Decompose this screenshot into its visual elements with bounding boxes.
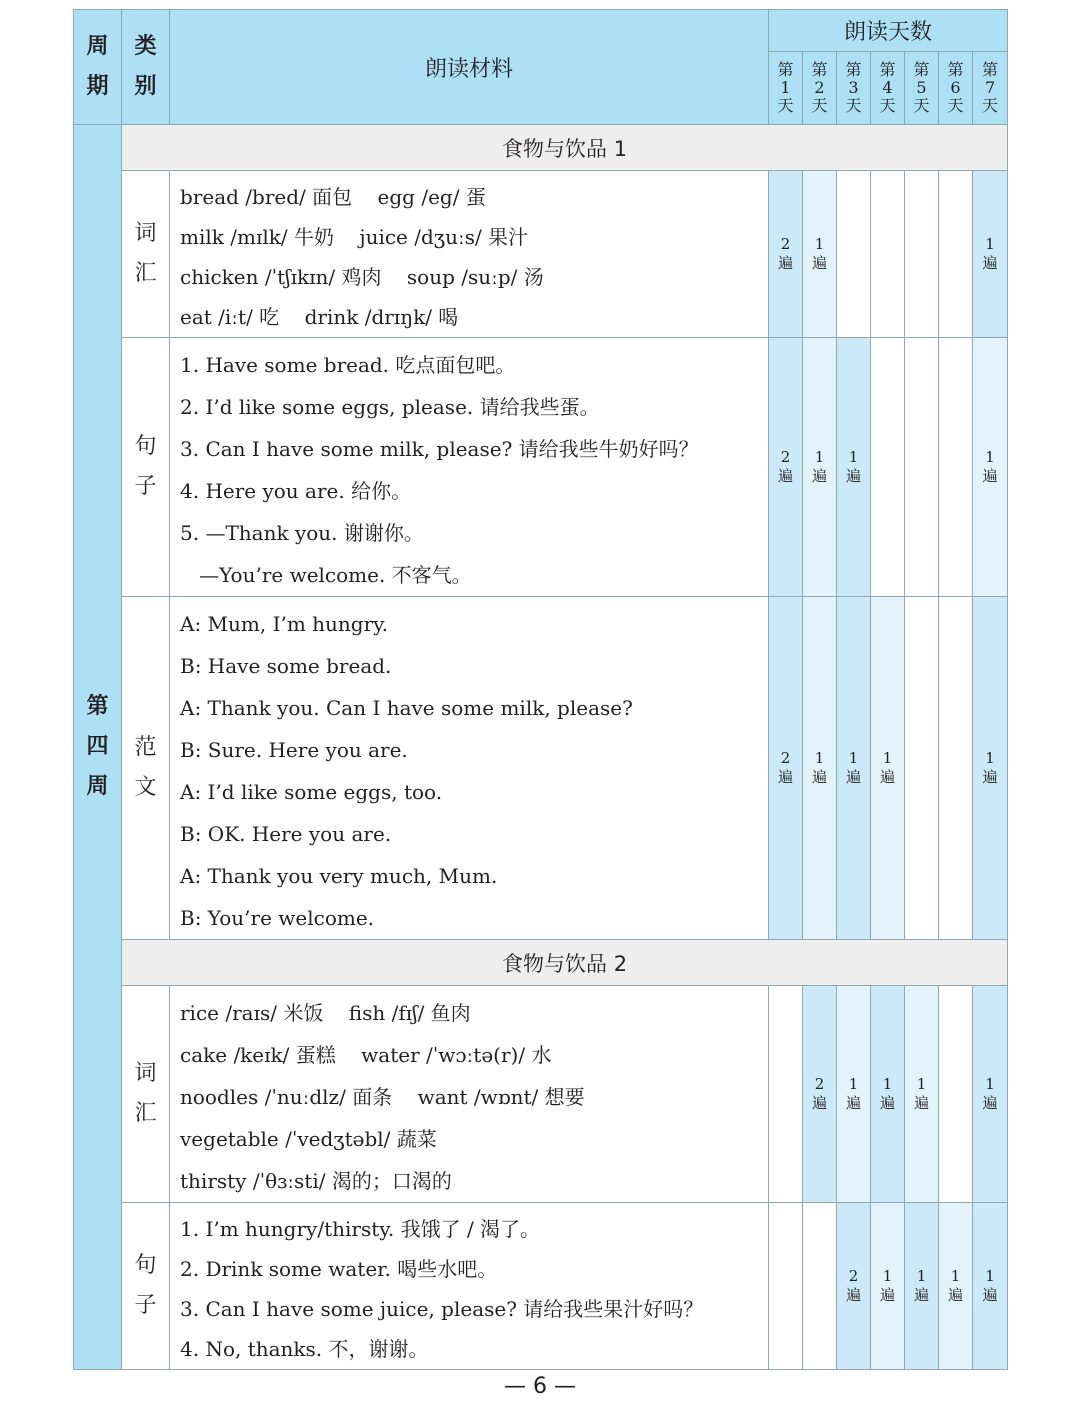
day-6-count: 1 遍 [939,1203,973,1370]
day-6-count [939,338,973,597]
page-number: — 6 — [504,1374,576,1399]
material-line: A: Mum, I’m hungry. [180,612,389,636]
day-1-count: 2 遍 [769,338,803,597]
day-2-count [803,1203,837,1370]
category-label: 词 汇 [122,986,170,1203]
category-label: 范 文 [122,597,170,940]
day-header-4: 第 4 天 [871,52,905,125]
day-6-count [939,171,973,338]
material-line: vegetable /ˈvedʒtəbl/ 蔬菜 [180,1127,437,1151]
topic-title: 食物与饮品 2 [122,940,1008,986]
day-7-count: 1 遍 [973,1203,1008,1370]
material-line: rice /raɪs/ 米饭 fish /fɪʃ/ 鱼肉 [180,1001,471,1025]
material-line: B: You’re welcome. [180,906,375,930]
day-header-7: 第 7 天 [973,52,1008,125]
topic-title: 食物与饮品 1 [122,125,1008,171]
material-line: B: OK. Here you are. [180,822,392,846]
material-line: A: Thank you. Can I have some milk, please? [180,696,633,720]
day-1-count [769,986,803,1203]
day-3-count: 2 遍 [837,1203,871,1370]
day-7-count: 1 遍 [973,986,1008,1203]
material-line: 2. Drink some water. 喝些水吧。 [180,1257,498,1281]
day-5-count [905,171,939,338]
material-line: milk /mɪlk/ 牛奶 juice /dʒuːs/ 果汁 [180,225,529,249]
material-header: 朗读材料 [170,10,769,125]
day-7-count: 1 遍 [973,171,1008,338]
day-2-count: 1 遍 [803,171,837,338]
reading-material [170,338,769,597]
category-header: 类 别 [122,10,170,125]
category-label: 句 子 [122,338,170,597]
material-line: 4. No, thanks. 不，谢谢。 [180,1337,429,1361]
material-line: chicken /ˈtʃɪkɪn/ 鸡肉 soup /suːp/ 汤 [180,265,544,289]
day-6-count [939,597,973,940]
material-line: 4. Here you are. 给你。 [180,479,412,503]
day-4-count: 1 遍 [871,597,905,940]
material-line: 1. Have some bread. 吃点面包吧。 [180,353,516,377]
day-3-count [837,171,871,338]
day-header-6: 第 6 天 [939,52,973,125]
day-1-count: 2 遍 [769,171,803,338]
day-1-count: 2 遍 [769,597,803,940]
material-line: —You’re welcome. 不客气。 [180,563,472,587]
day-header-1: 第 1 天 [769,52,803,125]
week-label: 第 四 周 [74,125,122,1370]
day-3-count: 1 遍 [837,986,871,1203]
day-2-count: 1 遍 [803,338,837,597]
reading-material [170,171,769,338]
day-3-count: 1 遍 [837,338,871,597]
category-label: 句 子 [122,1203,170,1370]
day-4-count [871,338,905,597]
material-line: 3. Can I have some juice, please? 请给我些果汁好吗？ [180,1297,704,1321]
material-line: noodles /ˈnuːdlz/ 面条 want /wɒnt/ 想要 [180,1085,585,1109]
material-line: A: Thank you very much, Mum. [180,864,498,888]
material-line: eat /iːt/ 吃 drink /drɪŋk/ 喝 [180,305,459,329]
material-line: bread /bred/ 面包 egg /eg/ 蛋 [180,185,486,209]
material-line: A: I’d like some eggs, too. [180,780,443,804]
day-7-count: 1 遍 [973,338,1008,597]
day-2-count: 2 遍 [803,986,837,1203]
day-header-3: 第 3 天 [837,52,871,125]
day-header-5: 第 5 天 [905,52,939,125]
day-5-count: 1 遍 [905,1203,939,1370]
material-line: 2. I’d like some eggs, please. 请给我些蛋。 [180,395,600,419]
day-4-count [871,171,905,338]
reading-schedule-table [73,9,1008,1370]
week-header: 周 期 [74,10,122,125]
day-7-count: 1 遍 [973,597,1008,940]
day-4-count: 1 遍 [871,986,905,1203]
day-5-count [905,338,939,597]
material-line: cake /keɪk/ 蛋糕 water /ˈwɔːtə(r)/ 水 [180,1043,552,1067]
material-line: 3. Can I have some milk, please? 请给我些牛奶好吗？ [180,437,699,461]
material-line: thirsty /ˈθɜːsti/ 渴的；口渴的 [180,1169,452,1193]
day-header-2: 第 2 天 [803,52,837,125]
day-2-count: 1 遍 [803,597,837,940]
day-6-count [939,986,973,1203]
reading-material [170,597,769,940]
material-line: B: Sure. Here you are. [180,738,408,762]
day-1-count [769,1203,803,1370]
day-4-count: 1 遍 [871,1203,905,1370]
reading-material [170,986,769,1203]
days-title-header: 朗读天数 [769,10,1008,52]
day-5-count: 1 遍 [905,986,939,1203]
reading-material [170,1203,769,1370]
category-label: 词 汇 [122,171,170,338]
day-3-count: 1 遍 [837,597,871,940]
day-5-count [905,597,939,940]
material-line: B: Have some bread. [180,654,392,678]
material-line: 5. —Thank you. 谢谢你。 [180,521,424,545]
material-line: 1. I’m hungry/thirsty. 我饿了 / 渴了。 [180,1217,541,1241]
